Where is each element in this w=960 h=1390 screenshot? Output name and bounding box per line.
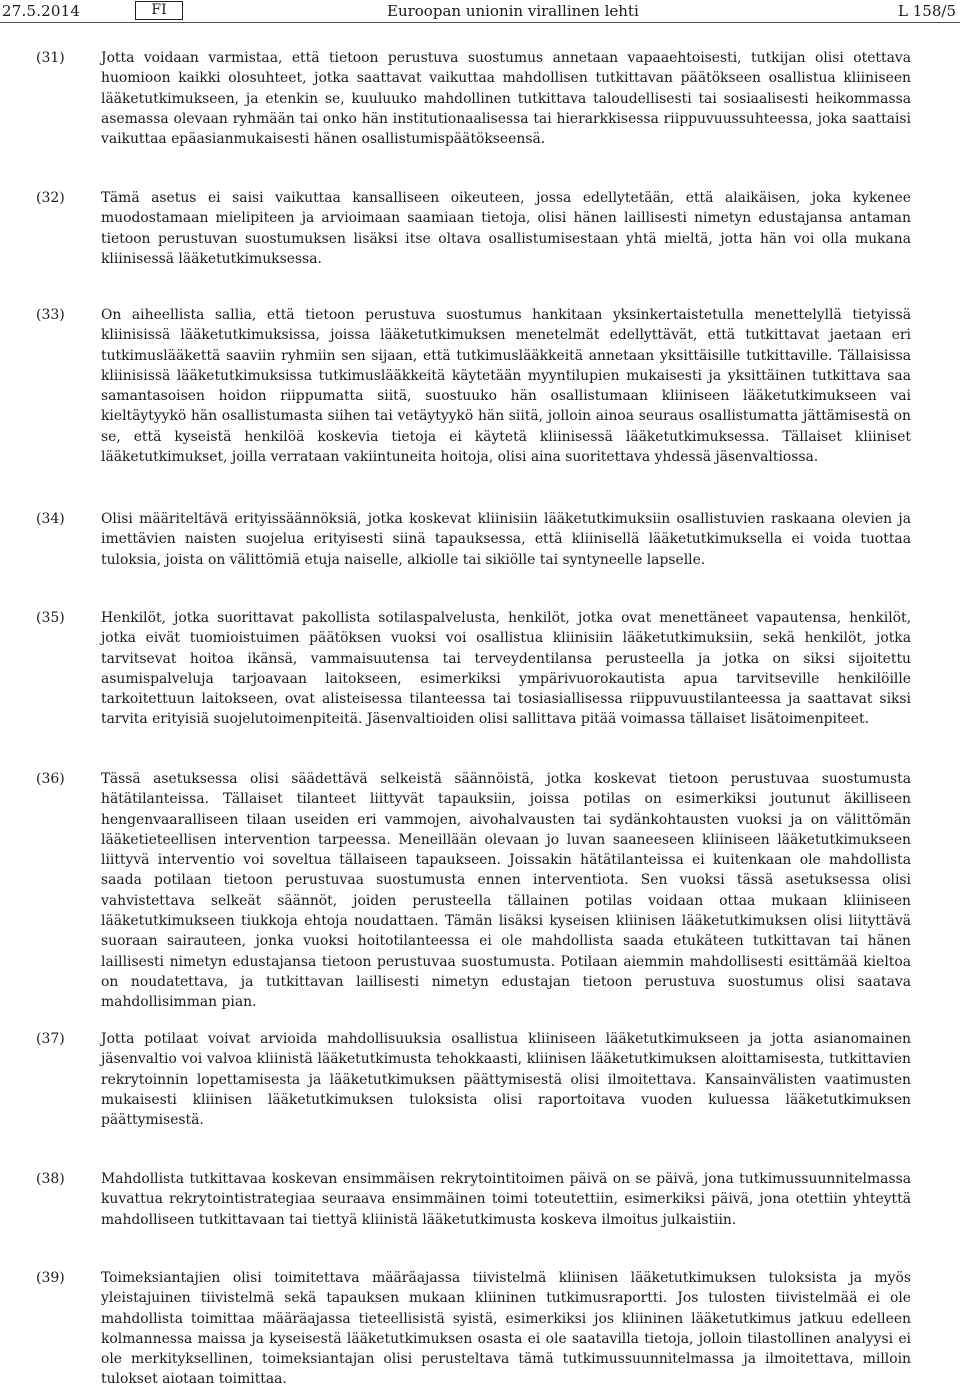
recital-text: Tämä asetus ei saisi vaikuttaa kansalliseen oikeuteen, jossa edellytetään, että alaikäisen, joka kykenee muodostamaan mielipiteen ja arvioimaan saamiaan tietoja, olisi hänen laillisesti nimetyn edustajansa antaman tietoon perustuvan suostumuksen lisäksi itse oltava osallistumisestaan yhtä mieltä, jotta hän voi olla mukana kliinisessä lääketutkimuksessa. bbox=[101, 190, 911, 267]
recital-text: Jotta voidaan varmistaa, että tietoon perustuva suostumus annetaan vapaaehtoisesti, tutkijan olisi otettava huomioon kaikki olosuhteet, jotka saattavat vaikuttaa mahdollisen tutkittavan päätökseen osallistua kliiniseen lääketutkimukseen, ja etenkin se, kuuluuko mahdollinen tutkittava taloudellisesti tai sosiaalisesti heikommassa asemassa olevaan ryhmään tai onko hän institutionaalisessa tai hierarkkisessa riippuvuussuhteessa, joka saattaisi vaikuttaa epäasianmukaisesti hänen osallistumispäätökseensä. bbox=[101, 50, 911, 148]
recital-number: (38) bbox=[36, 1171, 65, 1187]
header-rule bbox=[0, 22, 960, 23]
recital-number: (35) bbox=[36, 610, 65, 626]
journal-title: Euroopan unionin virallinen lehti bbox=[387, 2, 639, 20]
recital-text: Olisi määriteltävä erityissäännöksiä, jotka koskevat kliinisiin lääketutkimuksiin osallistuvien raskaana olevien ja imettävien naisten suojelua erityisesti siinä tapauksessa, että kliinisellä lääketutkimuksella ei voida tuottaa tuloksia, joista on välittömiä etuja naiselle, alkiolle tai sikiölle tai syntyneelle lapselle. bbox=[101, 511, 911, 568]
page-reference: L 158/5 bbox=[898, 2, 956, 20]
recital-number: (31) bbox=[36, 50, 65, 66]
recital-number: (32) bbox=[36, 190, 65, 206]
recital-number: (36) bbox=[36, 771, 65, 787]
recital-text: Henkilöt, jotka suorittavat pakollista sotilaspalvelusta, henkilöt, jotka ovat menettäneet vapautensa, henkilöt, jotka eivät tuomioistuimen päätöksen vuoksi voi osallistua kliinisiin lääketutkimuksiin, sekä henkilöt, jotka tarvitsevat hoitoa ikänsä, vammaisuutensa tai terveydentilansa perusteella ja jotka on siksi sijoitettu asumispalveluja tarjoavaan laitokseen, esimerkiksi ympärivuorokautista apua tarvitseville henkilöille tarkoitettuun laitokseen, ovat alisteisessa tilanteessa tai tosiasiallisessa riippuvuustilanteessa ja saattavat siksi tarvita erityisiä suojelutoimenpiteitä. Jäsenvaltioiden olisi sallittava pitää voimassa tällaiset lisätoimenpiteet. bbox=[101, 610, 911, 728]
recital-number: (33) bbox=[36, 307, 65, 323]
recital-number: (37) bbox=[36, 1031, 65, 1047]
recital-text: Jotta potilaat voivat arvioida mahdollisuuksia osallistua kliiniseen lääketutkimukseen ja jotta asianomainen jäsenvaltio voi valvoa kliinistä lääketutkimusta tehokkaasti, kliinisen lääketutkimuksen aloittamisesta, tutkittavien rekrytoinnin lopettamisesta ja lääketutkimuksen päättymisestä olisi ilmoitettava. Kansainvälisten vaatimusten mukaisesti kliinisen lääketutkimuksen tuloksista olisi raportoitava vuoden kuluessa lääketutkimuksen päättymisestä. bbox=[101, 1031, 911, 1129]
language-box: FI bbox=[135, 1, 183, 20]
page-header bbox=[0, 0, 960, 22]
recital-number: (34) bbox=[36, 511, 65, 527]
recital-text: On aiheellista sallia, että tietoon perustuva suostumus hankitaan yksinkertaistetulla menettelyllä tietyissä kliinisissä lääketutkimuksissa, joissa lääketutkimuksen menetelmät edellyttävät, että tutkittavat jaetaan eri tutkimuslääkettä saaviin ryhmiin sen sijaan, että tutkimuslääkkeitä annetaan yksittäisille tutkittaville. Tällaisissa kliinisissä lääketutkimuksissa tutkimuslääkkeitä käytetään myyntilupien mukaisesti ja yksittäinen tutkittava saa samantasoisen hoidon riippumatta siitä, suostuuko hän osallistumaan kliiniseen lääketutkimukseen vai kieltäytyykö hän osallistumasta siihen tai vetäytyykö hän siitä, jolloin ainoa seuraus osallistumatta jättämisestä on se, että kyseistä henkilöä koskevia tietoja ei käytetä kliinisessä lääketutkimuksessa. Tällaiset kliiniset lääketutkimukset, joilla verrataan vakiintuneita hoitoja, olisi aina suoritettava yhdessä jäsenvaltiossa. bbox=[101, 307, 911, 466]
recital-text: Toimeksiantajien olisi toimitettava määräajassa tiivistelmä kliinisen lääketutkimuksen tuloksista ja myös yleistajuinen tiivistelmä sekä tapauksen mukaan kliininen tutkimusraportti. Jos tulosten tiivistelmää ei ole mahdollista toimittaa määräajassa tieteellisistä syistä, esimerkiksi jos kliininen lääketutkimus jatkuu edelleen kolmannessa maissa ja kyseisestä lääketutkimuksen osasta ei ole saatavilla tietoja, jolloin tilastollinen analyysi ei ole merkityksellinen, toimeksiantajan olisi perusteltava tämä tutkimussuunnitelmassa ja ilmoitettava, milloin tulokset aiotaan toimittaa. bbox=[101, 1270, 911, 1388]
recital-text: Tässä asetuksessa olisi säädettävä selkeistä säännöistä, jotka koskevat tietoon perustuvaa suostumusta hätätilanteissa. Tällaiset tilanteet liittyvät tapauksiin, joissa potilas on esimerkiksi joutunut äkilliseen hengenvaaralliseen tilaan useiden eri vammojen, aivohalvausten tai sydänkohtausten vuoksi ja on välittömän lääketieteellisen intervention tarpeessa. Meneillään olevaan jo luvan saaneeseen kliiniseen lääketutkimukseen liittyvä interventio voi soveltua tällaiseen tapaukseen. Joissakin hätätilanteissa ei kuitenkaan ole mahdollista saada potilaan tietoon perustuvaa suostumusta ennen interventiota. Sen vuoksi tässä asetuksessa olisi vahvistettava selkeät säännöt, joiden perusteella tällainen potilas voidaan ottaa mukaan kliiniseen lääketutkimukseen tiukkoja ehtoja noudattaen. Tämän lisäksi kyseisen kliinisen lääketutkimuksen olisi liityttävä suoraan sairauteen, jonka vuoksi hoitotilanteessa ei ole mahdollista saada etukäteen tutkittavan tai hänen laillisesti nimetyn edustajansa tietoon perustuvaa suostumusta. Potilaan aiemmin mahdollisesti esittämää kieltoa on noudatettava, ja tutkittavan laillisesti nimetyn edustajan tietoon perustuva suostumus olisi saatava mahdollisimman pian. bbox=[101, 771, 911, 1011]
recital-number: (39) bbox=[36, 1270, 65, 1286]
publication-date: 27.5.2014 bbox=[2, 2, 81, 20]
recital-text: Mahdollista tutkittavaa koskevan ensimmäisen rekrytointitoimen päivä on se päivä, jona tutkimussuunnitelmassa kuvattua rekrytointistrategiaa seuraava ensimmäinen toimi toteutettiin, esimerkiksi päivä, jona otettiin yhteyttä mahdolliseen tutkittavaan tai tiettyä kliinistä lääketutkimusta koskeva ilmoitus julkaistiin. bbox=[101, 1171, 911, 1228]
